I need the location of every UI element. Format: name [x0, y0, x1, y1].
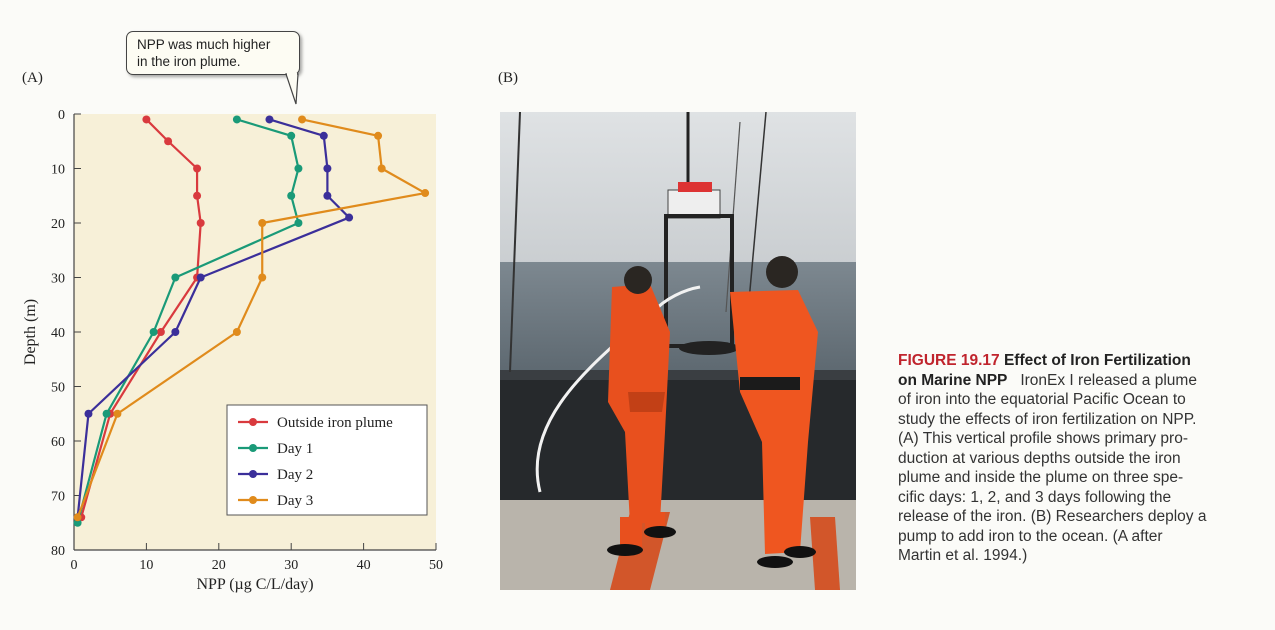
figure-caption [898, 351, 1243, 566]
legend-swatch-dot [249, 496, 257, 504]
data-point [287, 192, 295, 200]
data-point [157, 328, 165, 336]
caption-line-2 [898, 371, 1243, 391]
data-point [265, 115, 273, 123]
legend-swatch-dot [249, 470, 257, 478]
legend-label: Day 1 [277, 441, 314, 457]
data-point [320, 132, 328, 140]
data-point [323, 165, 331, 173]
data-point [171, 274, 179, 282]
data-point [197, 219, 205, 227]
data-point [287, 132, 295, 140]
caption-line: release of the iron. (B) Researchers deploy a [898, 508, 1207, 525]
caption-line: plume and inside the plume on three spe- [898, 469, 1184, 486]
legend-label: Outside iron plume [277, 415, 393, 431]
data-point [323, 192, 331, 200]
data-point [374, 132, 382, 140]
x-axis-label: NPP (µg C/L/day) [196, 576, 314, 593]
y-tick-label: 0 [58, 108, 65, 123]
data-point [258, 274, 266, 282]
caption-line: of iron into the equatorial Pacific Ocean to [898, 391, 1186, 408]
data-point [193, 165, 201, 173]
x-tick-label: 10 [139, 558, 154, 573]
photo-illustration [500, 112, 856, 590]
npp-depth-chart [0, 0, 500, 630]
researchers-photo [500, 112, 856, 590]
legend-swatch-dot [249, 418, 257, 426]
data-point [164, 137, 172, 145]
x-tick-label: 50 [429, 558, 443, 573]
panel-a-label: (A) [22, 70, 43, 86]
caption-title-2: on Marine NPP [898, 371, 1008, 389]
y-tick-label: 10 [51, 162, 65, 178]
caption-line: Martin et al. 1994.) [898, 547, 1028, 564]
callout-line-2: in the iron plume. [137, 54, 241, 69]
callout-line-1: NPP was much higher [137, 37, 271, 52]
data-point [103, 410, 111, 418]
data-point [142, 115, 150, 123]
data-point [294, 219, 302, 227]
y-tick-label: 30 [51, 271, 65, 287]
caption-figure-number: FIGURE 19.17 [898, 352, 1000, 369]
x-tick-label: 0 [70, 558, 78, 573]
caption-body-start: IronEx I released a plume [1020, 371, 1197, 389]
legend-label: Day 2 [277, 467, 314, 483]
data-point [84, 410, 92, 418]
data-point [294, 165, 302, 173]
data-point [171, 328, 179, 336]
x-tick-label: 30 [284, 558, 299, 573]
caption-line: (A) This vertical profile shows primary pro- [898, 430, 1188, 447]
y-tick-label: 20 [51, 217, 65, 232]
caption-line: pump to add iron to the ocean. (A after [898, 527, 1163, 545]
data-point [233, 328, 241, 336]
x-tick-label: 20 [211, 558, 226, 573]
data-point [197, 274, 205, 282]
y-tick-label: 80 [51, 544, 65, 559]
data-point [233, 115, 241, 123]
legend-swatch-dot [249, 444, 257, 452]
data-point [193, 192, 201, 200]
y-axis-label: Depth (m) [22, 298, 39, 366]
y-tick-label: 40 [51, 326, 65, 341]
caption-line: study the effects of iron fertilization on NPP. [898, 410, 1197, 428]
data-point [378, 165, 386, 173]
chart-legend [227, 405, 427, 515]
data-point [74, 513, 82, 521]
data-point [113, 410, 121, 418]
caption-line: duction at various depths outside the iron [898, 449, 1181, 467]
data-point [258, 219, 266, 227]
caption-line: cific days: 1, 2, and 3 days following the [898, 488, 1172, 506]
x-tick-label: 40 [356, 558, 371, 573]
y-tick-label: 70 [51, 489, 65, 505]
panel-b-label: (B) [498, 70, 518, 86]
data-point [150, 328, 158, 336]
y-tick-label: 50 [51, 380, 65, 396]
data-point [421, 189, 429, 197]
data-point [298, 115, 306, 123]
legend-label: Day 3 [277, 493, 314, 509]
y-tick-label: 60 [51, 435, 65, 450]
caption-line-1 [898, 351, 1243, 371]
data-point [345, 214, 353, 222]
caption-title-1: Effect of Iron Fertilization [1003, 352, 1191, 369]
